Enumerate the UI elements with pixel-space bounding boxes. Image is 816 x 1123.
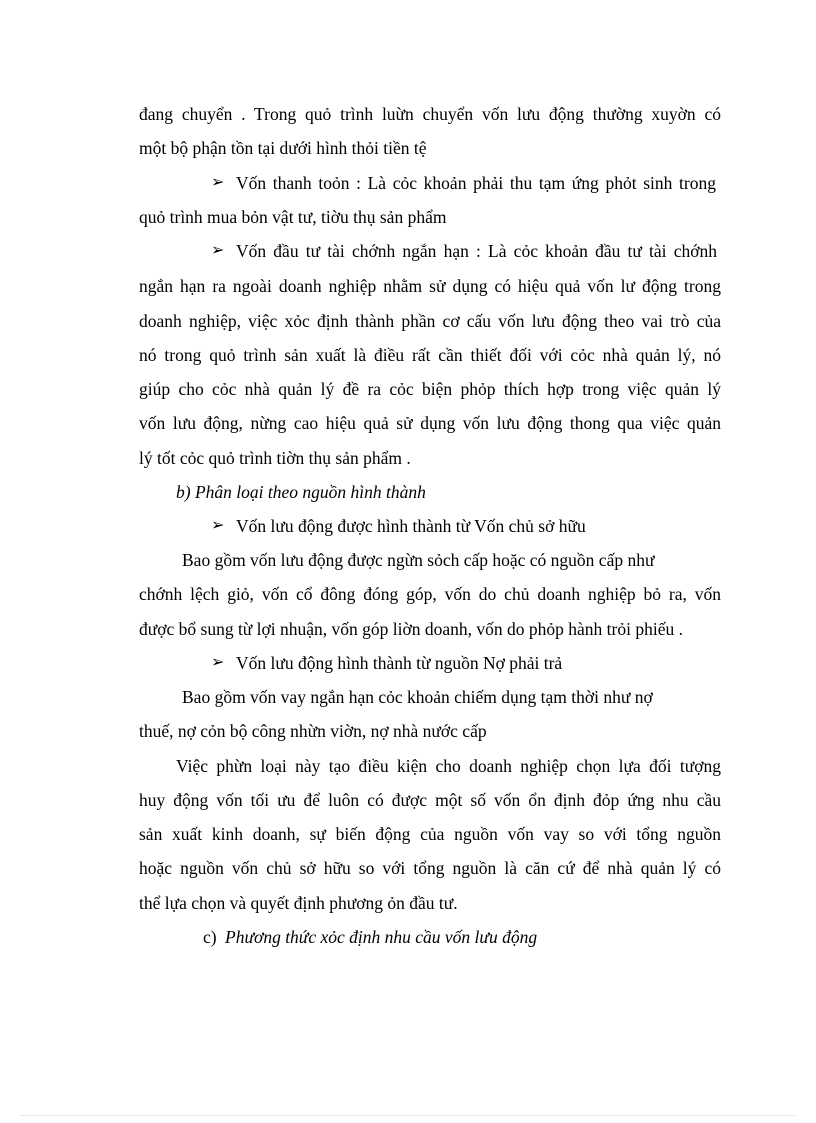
text-line: chớnh lệch giỏ, vốn cổ đông đóng góp, vốn do chủ doanh nghiệp bỏ ra, vốn [139, 584, 721, 604]
text-line: lý tốt cỏc quỏ trình tiờn thụ sản phẩm . [139, 448, 411, 468]
text-line: quỏ trình mua bỏn vật tư, tiờu thụ sản phẩm [139, 207, 447, 227]
bullet-arrow-icon: ➢ [211, 174, 225, 191]
text-line: vốn lưu động, nừng cao hiệu quả sử dụng vốn lưu động thong qua việc quản [139, 413, 721, 433]
bullet-item: Vốn đầu tư tài chớnh ngắn hạn : Là cỏc khoản đầu tư tài chớnh [236, 241, 717, 261]
text-line: hoặc nguồn vốn chủ sở hữu so với tổng nguồn là căn cứ để nhà quản lý có [139, 858, 721, 878]
text-line: giúp cho cỏc nhà quản lý đề ra cỏc biện phỏp thích hợp trong việc quản lý [139, 379, 721, 399]
text-line: ngắn hạn ra ngoài doanh nghiệp nhằm sử dụng có hiệu quả vốn lư động trong [139, 276, 721, 296]
text-line: được bổ sung từ lợi nhuận, vốn góp liờn doanh, vốn do phỏp hành trỏi phiếu . [139, 619, 683, 639]
section-heading-c: Phương thức xỏc định nhu cầu vốn lưu động [225, 927, 538, 947]
text-line: Bao gồm vốn vay ngắn hạn cỏc khoản chiếm dụng tạm thời như nợ [182, 687, 653, 707]
bullet-arrow-icon: ➢ [211, 242, 225, 259]
text-line: Việc phừn loại này tạo điều kiện cho doanh nghiệp chọn lựa đối tượng [176, 756, 721, 776]
section-heading-c-label: c) [203, 927, 217, 947]
bullet-arrow-icon: ➢ [211, 517, 225, 534]
bullet-item: Vốn lưu động hình thành từ nguồn Nợ phải trả [236, 653, 563, 673]
page-bottom-divider [20, 1115, 796, 1116]
text-line: thể lựa chọn và quyết định phương ỏn đầu tư. [139, 893, 458, 913]
bullet-item: Vốn thanh toỏn : Là cỏc khoản phải thu tạm ứng phỏt sinh trong [236, 173, 716, 193]
bullet-item: Vốn lưu động được hình thành từ Vốn chủ sở hữu [236, 516, 586, 536]
text-line: sản xuất kinh doanh, sự biến động của nguồn vốn vay so với tổng nguồn [139, 824, 721, 844]
text-line: Bao gồm vốn lưu động được ngừn sỏch cấp hoặc có nguồn cấp như [182, 550, 655, 570]
text-line: một bộ phận tồn tại dưới hình thỏi tiền tệ [139, 138, 427, 158]
section-heading-b: b) Phân loại theo nguồn hình thành [176, 482, 426, 502]
bullet-arrow-icon: ➢ [211, 654, 225, 671]
text-line: nó trong quỏ trình sản xuất là điều rất cần thiết đối với cỏc nhà quản lý, nó [139, 345, 721, 365]
text-line: doanh nghiệp, việc xỏc định thành phần cơ cấu vốn lưu động theo vai trò của [139, 311, 721, 331]
text-line: huy động vốn tối ưu để luôn có được một số vốn ổn định đỏp ứng nhu cầu [139, 790, 721, 810]
text-line: đang chuyển . Trong quỏ trình luừn chuyển vốn lưu động thường xuyờn có [139, 104, 721, 124]
text-line: thuế, nợ cỏn bộ công nhừn viờn, nợ nhà nước cấp [139, 721, 487, 741]
